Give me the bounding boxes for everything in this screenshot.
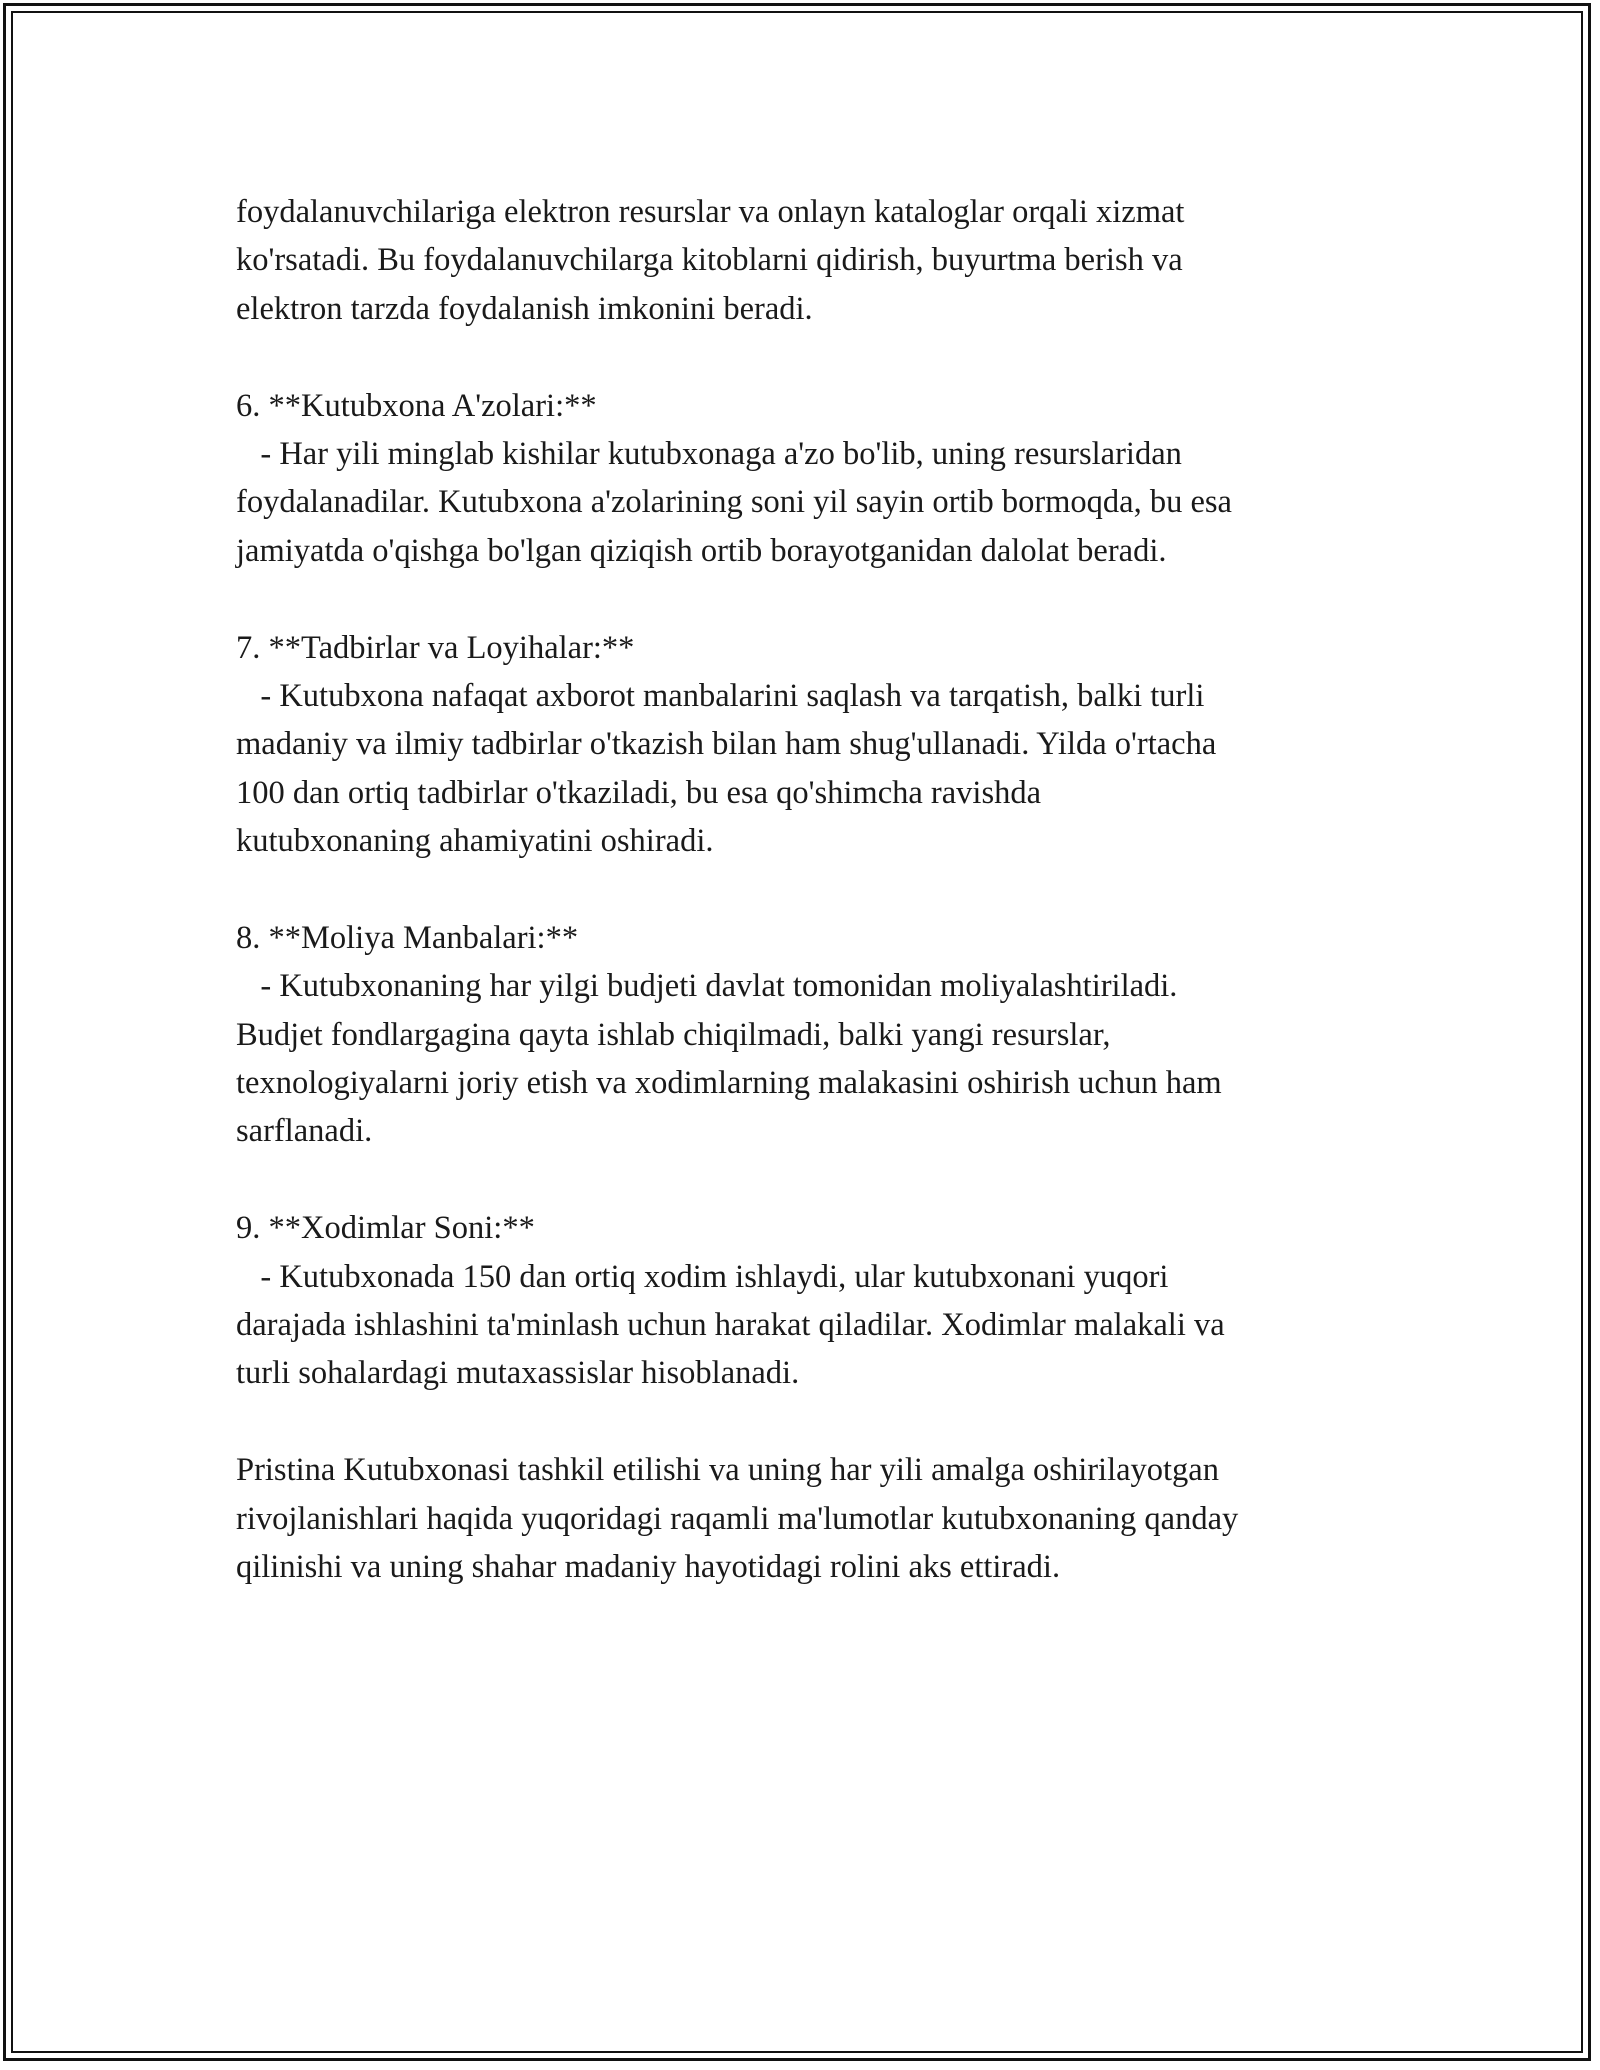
- text-line: Pristina Kutubxonasi tashkil etilishi va uning har yili amalga oshirilayotgan: [236, 1452, 1219, 1489]
- text-line: - Kutubxonada 150 dan ortiq xodim ishlaydi, ular kutubxonani yuqori: [236, 1258, 1169, 1295]
- text-line: rivojlanishlari haqida yuqoridagi raqamli ma'lumotlar kutubxonaning qanday: [236, 1500, 1239, 1537]
- paragraph-gap: [236, 865, 1396, 913]
- text-line: foydalanadilar. Kutubxona a'zolarining soni yil sayin ortib bormoqda, bu esa: [236, 484, 1232, 521]
- paragraph-gap: [236, 333, 1396, 381]
- paragraph-gap: [236, 1156, 1396, 1204]
- paragraph-gap: [236, 575, 1396, 623]
- text-line: kutubxonaning ahamiyatini oshiradi.: [236, 823, 714, 860]
- text-line: sarflanadi.: [236, 1113, 373, 1150]
- text-line: Budjet fondlargagina qayta ishlab chiqilmadi, balki yangi resurslar,: [236, 1016, 1111, 1053]
- text-line: turli sohalardagi mutaxassislar hisoblanadi.: [236, 1355, 800, 1392]
- section-8: [236, 914, 1396, 1156]
- section-heading: 6. **Kutubxona A'zolari:**: [236, 387, 597, 424]
- text-line: foydalanuvchilariga elektron resurslar va onlayn kataloglar orqali xizmat: [236, 194, 1185, 230]
- section-heading: 8. **Moliya Manbalari:**: [236, 919, 579, 956]
- section-9: [236, 1204, 1396, 1398]
- section-7: [236, 624, 1396, 866]
- intro-paragraph: [236, 188, 1396, 333]
- text-line: 100 dan ortiq tadbirlar o'tkaziladi, bu esa qo'shimcha ravishda: [236, 774, 1042, 811]
- conclusion-paragraph: [236, 1446, 1396, 1591]
- text-line: - Kutubxonaning har yilgi budjeti davlat tomonidan moliyalashtiriladi.: [236, 968, 1178, 1005]
- text-line: ko'rsatadi. Bu foydalanuvchilarga kitoblarni qidirish, buyurtma berish va: [236, 242, 1183, 279]
- text-line: darajada ishlashini ta'minlash uchun harakat qiladilar. Xodimlar malakali va: [236, 1306, 1225, 1343]
- text-line: texnologiyalarni joriy etish va xodimlarning malakasini oshirish uchun ham: [236, 1065, 1222, 1102]
- paragraph-gap: [236, 1398, 1396, 1446]
- text-line: - Har yili minglab kishilar kutubxonaga a'zo bo'lib, uning resurslaridan: [236, 435, 1182, 472]
- text-line: qilinishi va uning shahar madaniy hayotidagi rolini aks ettiradi.: [236, 1548, 1061, 1585]
- text-line: - Kutubxona nafaqat axborot manbalarini saqlash va tarqatish, balki turli: [236, 677, 1205, 714]
- document-page: [236, 188, 1396, 1591]
- text-line: madaniy va ilmiy tadbirlar o'tkazish bilan ham shug'ullanadi. Yilda o'rtacha: [236, 726, 1217, 763]
- section-6: [236, 382, 1396, 576]
- text-line: jamiyatda o'qishga bo'lgan qiziqish ortib borayotganidan dalolat beradi.: [236, 532, 1167, 569]
- text-line: elektron tarzda foydalanish imkonini beradi.: [236, 290, 813, 327]
- section-heading: 7. **Tadbirlar va Loyihalar:**: [236, 629, 635, 666]
- section-heading: 9. **Xodimlar Soni:**: [236, 1210, 535, 1247]
